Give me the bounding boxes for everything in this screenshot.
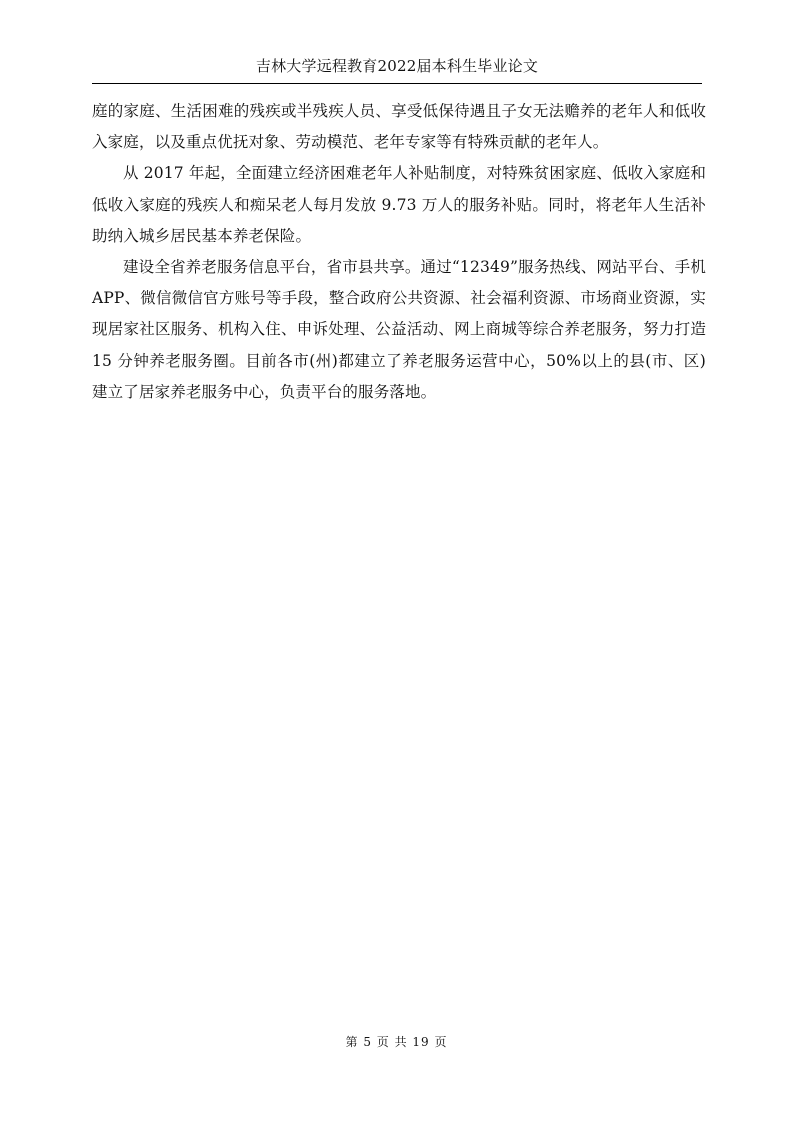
paragraph-continued: 庭的家庭、生活困难的残疾或半残疾人员、享受低保待遇且子女无法赡养的老年人和低收入家庭，以及重点优抚对象、劳动模范、老年专家等有特殊贡献的老年人。	[92, 102, 706, 152]
paragraph-subsidy: 从 2017 年起，全面建立经济困难老年人补贴制度，对特殊贫困家庭、低收入家庭和低收入家庭的残疾人和痴呆老人每月发放 9.73 万人的服务补贴。同时，将老年人生活补助纳入城乡居民基本养老保险。	[92, 164, 706, 245]
document-body	[92, 96, 706, 408]
page-number-footer: 第 5 页 共 19 页	[345, 1035, 448, 1049]
header-divider	[92, 83, 702, 84]
paragraph-platform: 建设全省养老服务信息平台，省市县共享。通过“12349”服务热线、网站平台、手机 APP、微信微信官方账号等手段，整合政府公共资源、社会福利资源、市场商业资源，实现居家社区服务、机构入住、申诉处理、公益活动、网上商城等综合养老服务，努力打造 15 分钟养老服务圈。目前各市(州)都建立了养老服务运营中心，50%以上的县(市、区)建立了居家养老服务中心，负责平台的服务落地。	[92, 258, 706, 401]
page-header-title: 吉林大学远程教育2022届本科生毕业论文	[255, 57, 539, 75]
